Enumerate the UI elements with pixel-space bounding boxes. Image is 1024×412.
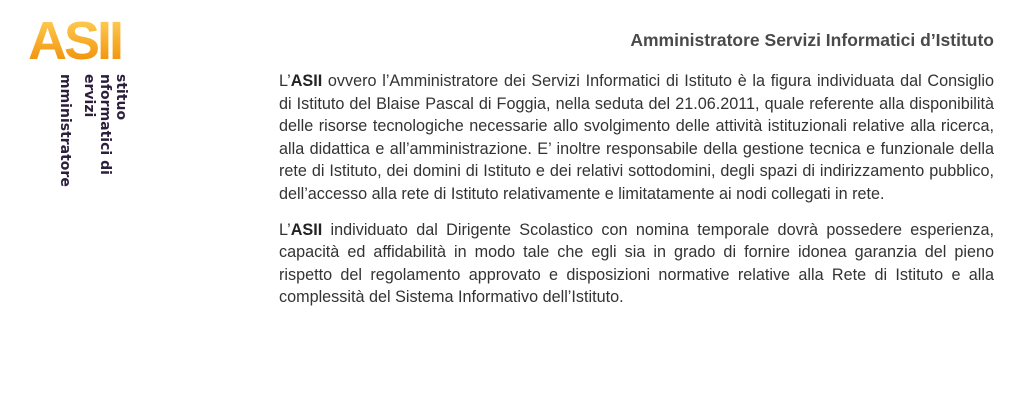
page-title: Amministratore Servizi Informatici d’Istituto — [630, 30, 994, 50]
paragraph-definition — [279, 70, 994, 206]
paragraph-text: ovvero l’Amministratore dei Servizi Informatici di Istituto è la figura individuata dal Consiglio di Istituto del Blaise Pascal di Foggia, nella seduta del 21.06.2011, quale referente alla disponibilità delle risorse tecnologiche necessarie allo svolgimento delle attività istituzionali relative alla ricerca, alla didattica e all’amministrazione. E’ inoltre responsabile della gestione tecnica e funzionale della rete di Istituto, dei domini di Istituto e dei relativi sottodomini, degli spazi di indirizzamento pubblico, dell’accesso alla rete di Istituto relativamente e limitatamente ai nodi collegati in rete. — [279, 72, 994, 203]
paragraph-text: individuato dal Dirigente Scolastico con nomina temporale dovrà possedere esperienza, capacità ed affidabilità in modo tale che egli sia in grado di fornire idonea garanzia del pieno rispetto del regolamento approvato e disposizioni normative relative alla Rete di Istituto e alla complessità del Sistema Informativo dell’Istituto. — [279, 220, 994, 307]
paragraph-prefix: L’ — [279, 220, 291, 239]
logo-tagline-line: nformatici di — [97, 74, 113, 175]
paragraph-appointment — [279, 219, 994, 309]
logo-wordmark: ASII — [28, 11, 122, 71]
acronym: ASII — [290, 220, 323, 239]
logo-tagline — [28, 74, 138, 224]
logo-tagline-line: ervizi — [81, 74, 97, 118]
logo-tagline-line: mministratore — [57, 74, 73, 187]
asii-logo — [28, 11, 148, 214]
acronym: ASII — [290, 72, 323, 90]
logo-tagline-line: stituo — [113, 74, 129, 121]
paragraph-prefix: L’ — [279, 72, 291, 90]
main-content — [279, 70, 994, 322]
